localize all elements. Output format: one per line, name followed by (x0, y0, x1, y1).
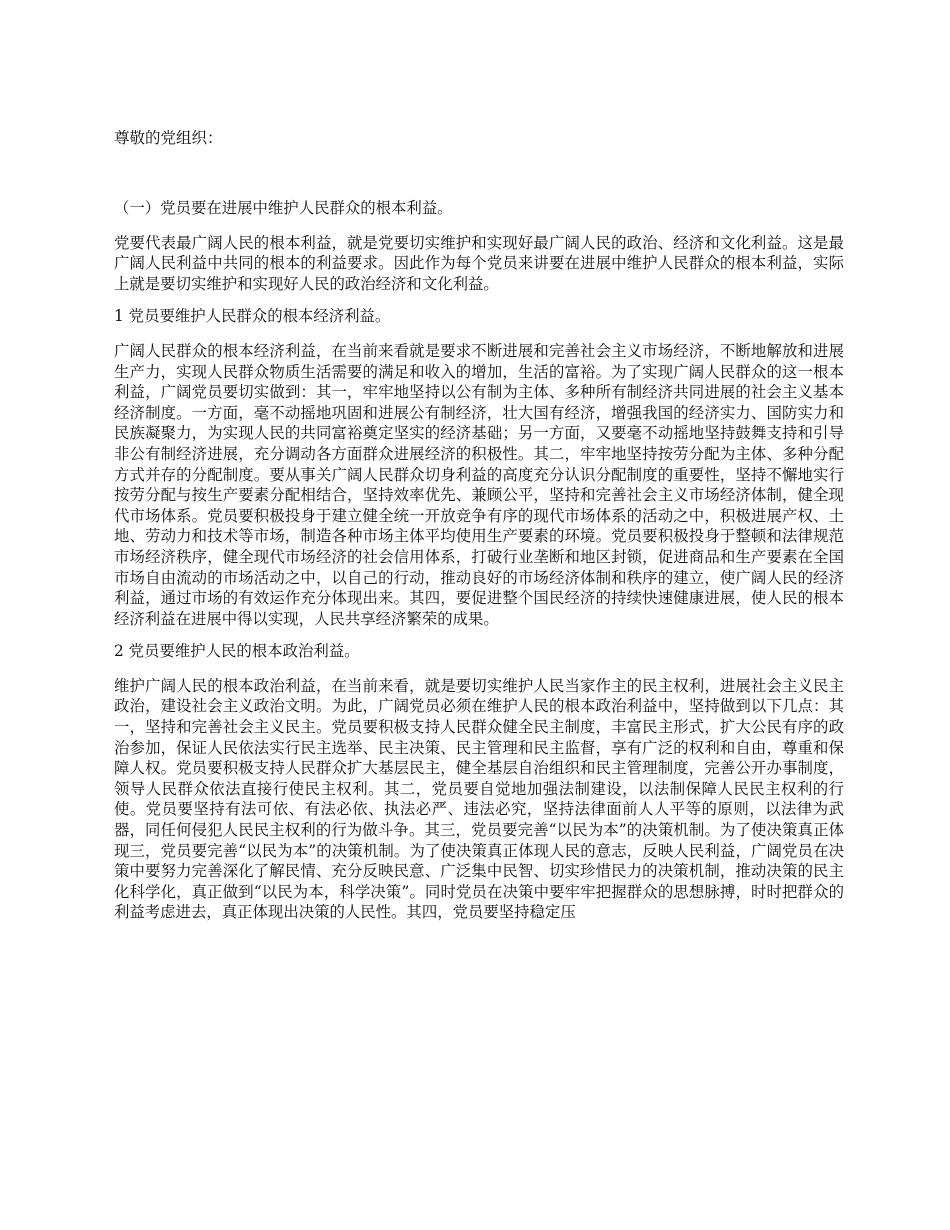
item2-heading: 2 党员要维护人民的根本政治利益。 (114, 642, 360, 661)
item1-paragraph: 广阔人民群众的根本经济利益，在当前来看就是要求不断进展和完善社会主义市场经济，不断地解放和进展生产力，实现人民群众物质生活需要的满足和收入的增加，生活的富裕。为了实现广阔人民群众的这一根本利益，广阔党员要切实做到：其一，牢牢地坚持以公有制为主体、多种所有制经济共同进展的社会主义基本经济制度。一方面，毫不动摇地巩固和进展公有制经济，壮大国有经济，增强我国的经济实力、国防实力和民族凝聚力，为实现人民的共同富裕奠定坚实的经济基础；另一方面，又要毫不动摇地坚持鼓舞支持和引导非公有制经济进展，充分调动各方面群众进展经济的积极性。其二，牢牢地坚持按劳分配为主体、多种分配方式并存的分配制度。要从事关广阔人民群众切身利益的高度充分认识分配制度的重要性，坚持不懈地实行按劳分配与按生产要素分配相结合，坚持效率优先、兼顾公平，坚持和完善社会主义市场经济体制，健全现代市场体系。党员要积极投身于建立健全统一开放竞争有序的现代市场体系的活动之中，积极进展产权、土地、劳动力和技术等市场，制造各种市场主体平均使用生产要素的环境。党员要积极投身于整顿和法律规范市场经济秩序，健全现代市场经济的社会信用体系，打破行业垄断和地区封锁，促进商品和生产要素在全国市场自由流动的市场活动之中，以自己的行动，推动良好的市场经济体制和秩序的建立，使广阔人民的经济利益，通过市场的有效运作充分体现出来。其四，要促进整个国民经济的持续快速健康进展，使人民的根本经济利益在进展中得以实现，人民共享经济繁荣的成果。 (114, 341, 844, 628)
salutation: 尊敬的党组织： (114, 129, 223, 147)
item2-paragraph: 维护广阔人民的根本政治利益，在当前来看，就是要切实维护人民当家作主的民主权利，进展社会主义民主政治，建设社会主义政治文明。为此，广阔党员必须在维护人民的根本政治利益中，坚持做到以下几点：其一，坚持和完善社会主义民主。党员要积极支持人民群众健全民主制度，丰富民主形式，扩大公民有序的政治参加，保证人民依法实行民主选举、民主决策、民主管理和民主监督，享有广泛的权利和自由，尊重和保障人权。党员要积极支持人民群众扩大基层民主，健全基层自治组织和民主管理制度，完善公开办事制度，领导人民群众依法直接行使民主权利。其二，党员要自觉地加强法制建设，以法制保障人民民主权利的行使。党员要坚持有法可依、有法必依、执法必严、违法必究，坚持法律面前人人平等的原则，以法律为武器，同任何侵犯人民民主权利的行为做斗争。其三，党员要完善“以民为本”的决策机制。为了使决策真正体现三，党员要完善“以民为本”的决策机制。为了使决策真正体现人民的意志，反映人民利益，广阔党员在决策中要努力完善深化了解民情、充分反映民意、广泛集中民智、切实珍惜民力的决策机制，推动决策的民主化科学化，真正做到“以民为本，科学决策”。同时党员在决策中要牢牢把握群众的思想脉搏，时时把群众的利益考虑进去，真正体现出决策的人民性。其四，党员要坚持稳定压 (114, 676, 844, 922)
section1-heading: （一）党员要在进展中维护人民群众的根本利益。 (114, 199, 453, 217)
document-body (114, 198, 844, 935)
section1-paragraph: 党要代表最广阔人民的根本利益，就是党要切实维护和实现好最广阔人民的政治、经济和文化利益。这是最广阔人民利益中共同的根本的利益要求。因此作为每个党员来讲要在进展中维护人民群众的根本利益，实际上就是要切实维护和实现好人民的政治经济和文化利益。 (114, 233, 844, 293)
item1-heading: 1 党员要维护人民群众的根本经济利益。 (114, 307, 391, 326)
